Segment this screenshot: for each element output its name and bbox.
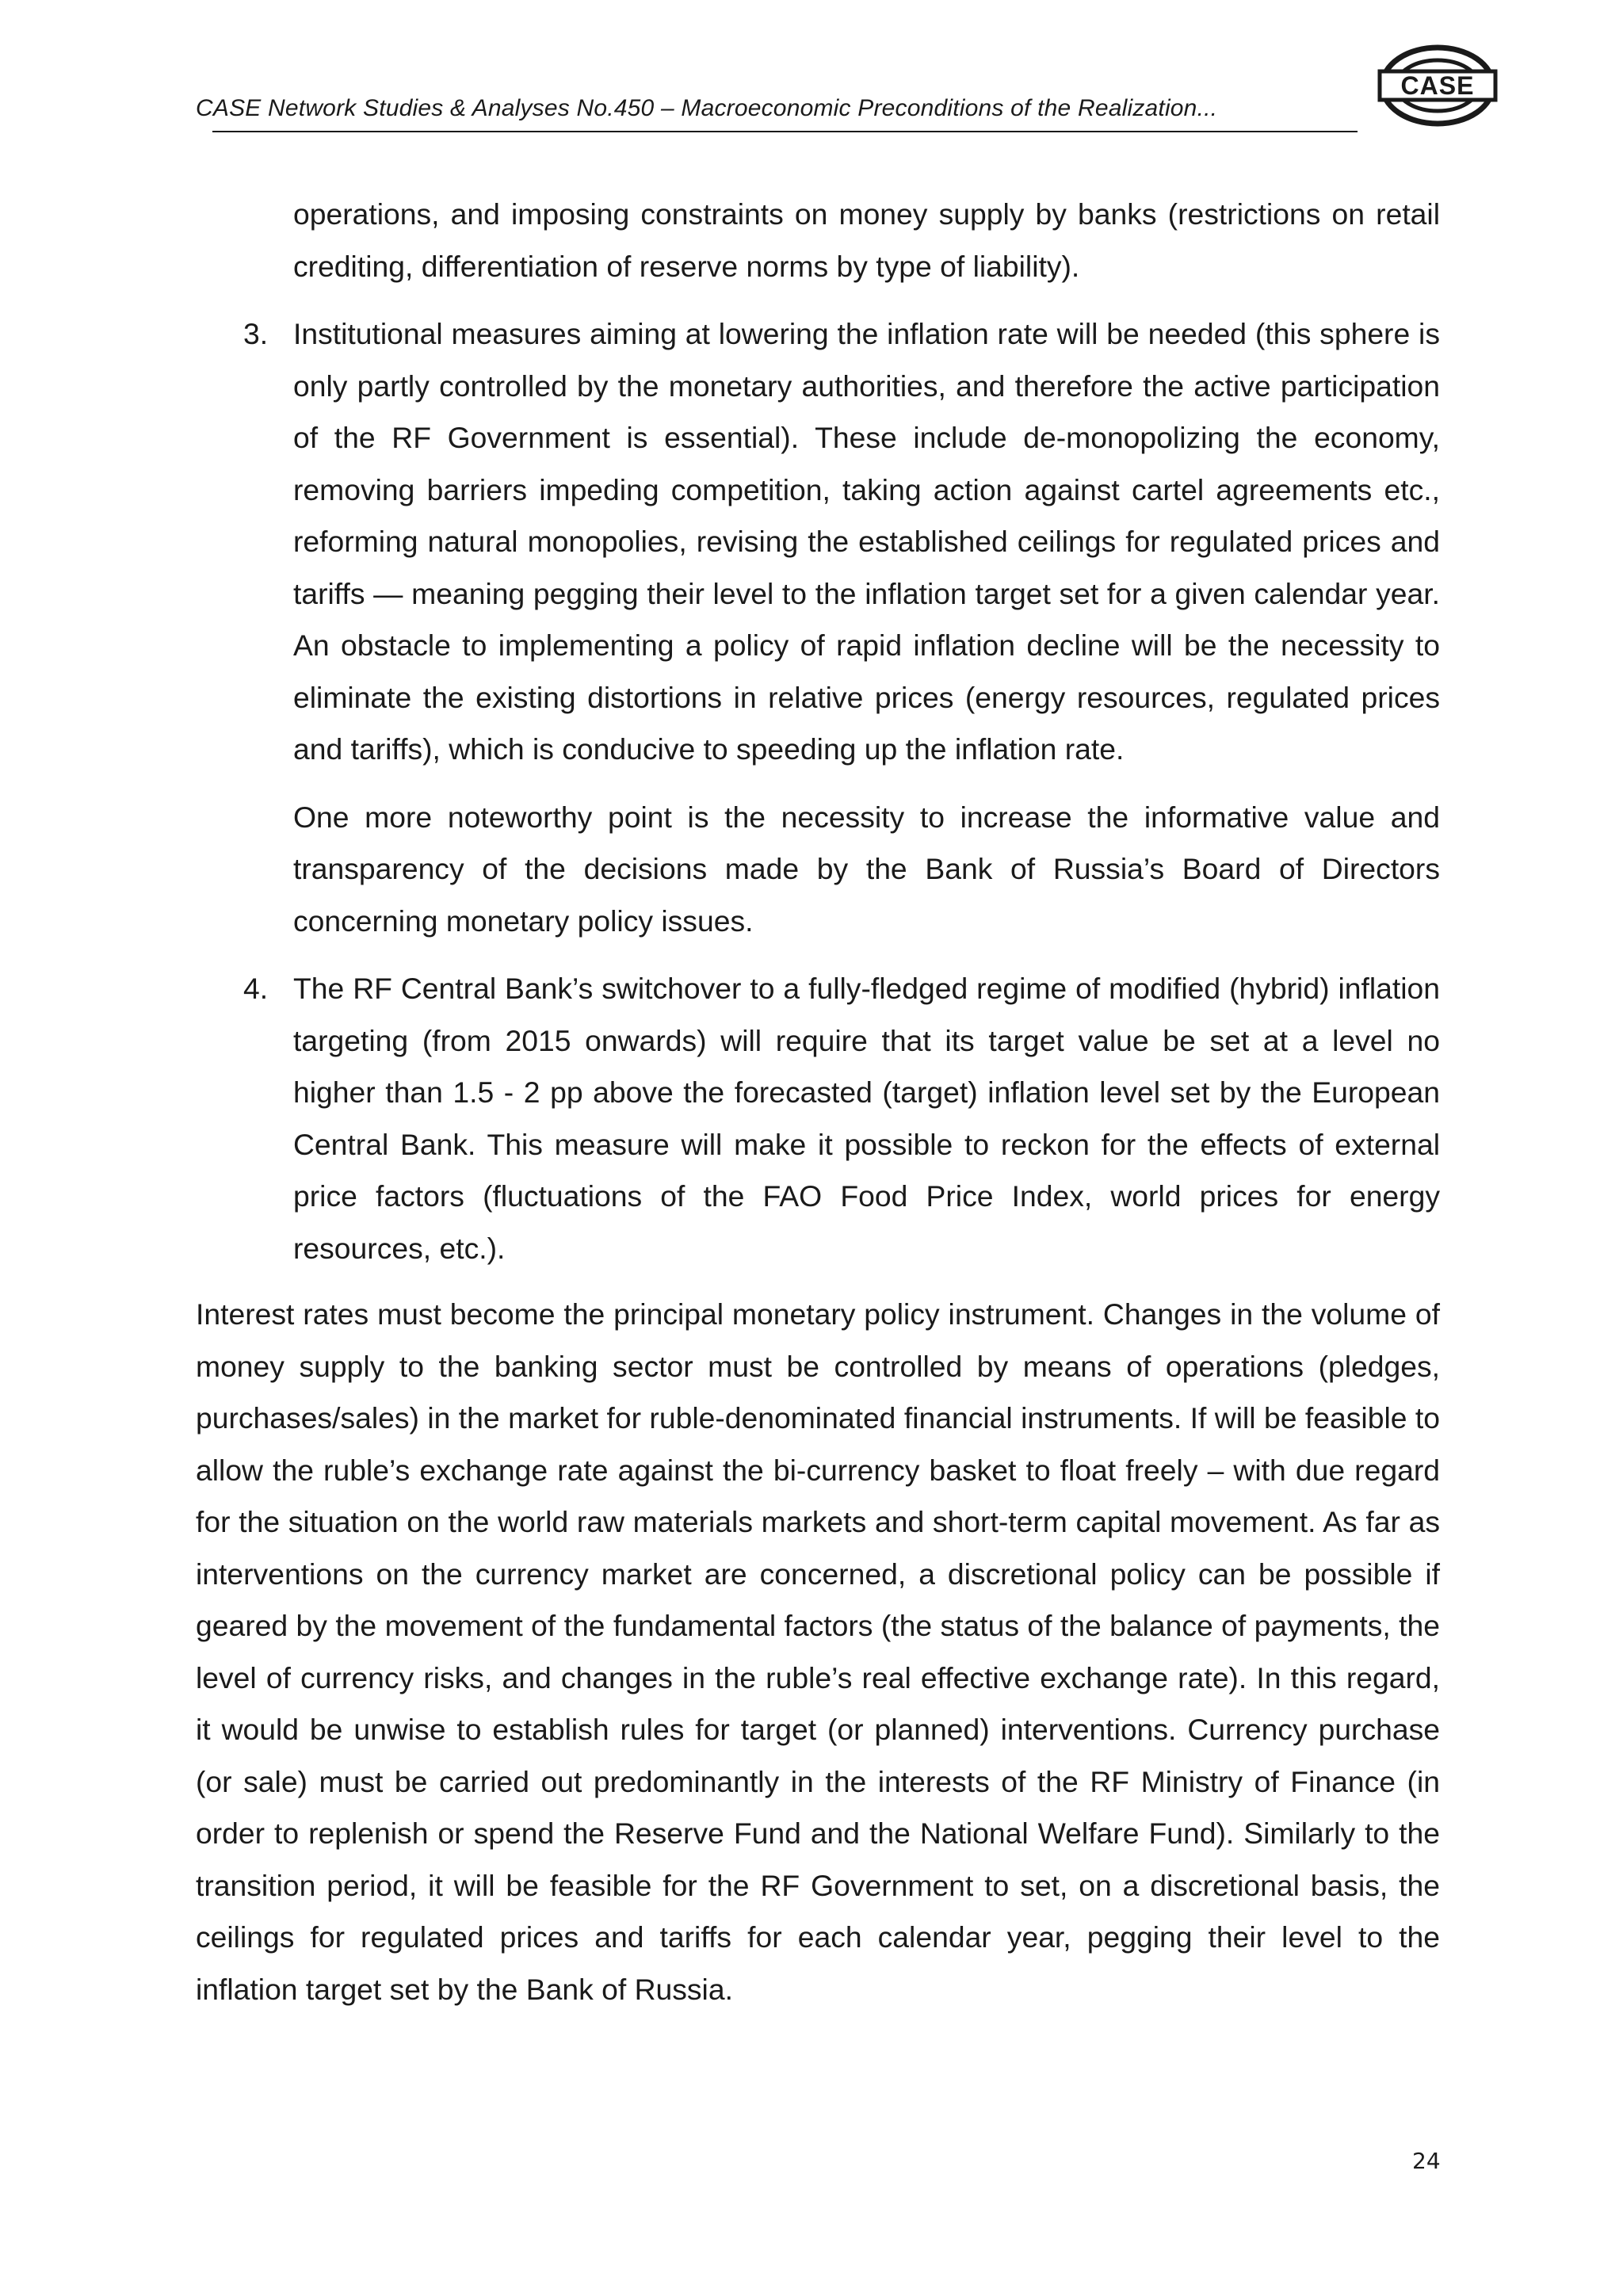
closing-paragraph: Interest rates must become the principal monetary policy instrument. Changes in the volume of money supply to the banking sector must be controlled by means of operations (pledges, purchases/sales) in the market for ruble-denominated financial instruments. If will be feasible to allow the ruble’s exchange rate against the bi-currency basket to float freely – with due regard for the situation on the world raw materials markets and short-term capital movement. As far as interventions on the currency market are concerned, a discretional policy can be possible if geared by the movement of the fundamental factors (the status of the balance of payments, the level of currency risks, and changes in the ruble’s real effective exchange rate). In this regard, it would be unwise to establish rules for target (or planned) interventions. Currency purchase (or sale) must be carried out predominantly in the interests of the RF Ministry of Finance (in order to replenish or spend the Reserve Fund and the National Welfare Fund). Similarly to the transition period, it will be feasible for the RF Government to set, on a discretional basis, the ceilings for regulated prices and tariffs for each calendar year, pegging their level to the inflation target set by the Bank of Russia. — [196, 1297, 1440, 2006]
list-number: 4. — [243, 972, 269, 1005]
page-number: 24 — [1412, 2148, 1441, 2174]
item-3-note-paragraph: One more noteworthy point is the necessity to increase the informative value and transparency of the decisions made by the Bank of Russia’s Board of Directors concerning monetary policy issues. — [293, 800, 1440, 938]
document-body — [196, 189, 1440, 2015]
logo-text: CASE — [1400, 71, 1475, 100]
list-number: 3. — [243, 317, 269, 350]
list-item-4 — [243, 963, 1440, 1274]
header-divider — [212, 131, 1358, 132]
list-item-text: Institutional measures aiming at lowering the inflation rate will be needed (this sphere is only partly controlled by the monetary authorities, and therefore the active participation of the RF Government is essential). These include de-monopolizing the economy, removing barriers impeding competition, taking action against cartel agreements etc., reforming natural monopolies, revising the established ceilings for regulated prices and tariffs — meaning pegging their level to the inflation target set for a given calendar year. An obstacle to implementing a policy of rapid inflation decline will be the necessity to eliminate the existing distortions in relative prices (energy resources, regulated prices and tariffs), which is conducive to speeding up the inflation rate. — [293, 317, 1440, 766]
continuation-paragraph: operations, and imposing constraints on money supply by banks (restrictions on retail crediting, differentiation of reserve norms by type of liability). — [293, 197, 1440, 283]
running-header: CASE Network Studies & Analyses No.450 – Macroeconomic Preconditions of the Realization... — [196, 95, 1218, 121]
list-item-text: The RF Central Bank’s switchover to a fully-fledged regime of modified (hybrid) inflation targeting (from 2015 onwards) will require that its target value be set at a level no higher than 1.5 - 2 pp above the forecasted (target) inflation level set by the European Central Bank. This measure will make it possible to reckon for the effects of external price factors (fluctuations of the FAO Food Price Index, world prices for energy resources, etc.). — [293, 972, 1440, 1265]
case-logo — [1375, 41, 1500, 130]
list-item-3 — [243, 308, 1440, 776]
